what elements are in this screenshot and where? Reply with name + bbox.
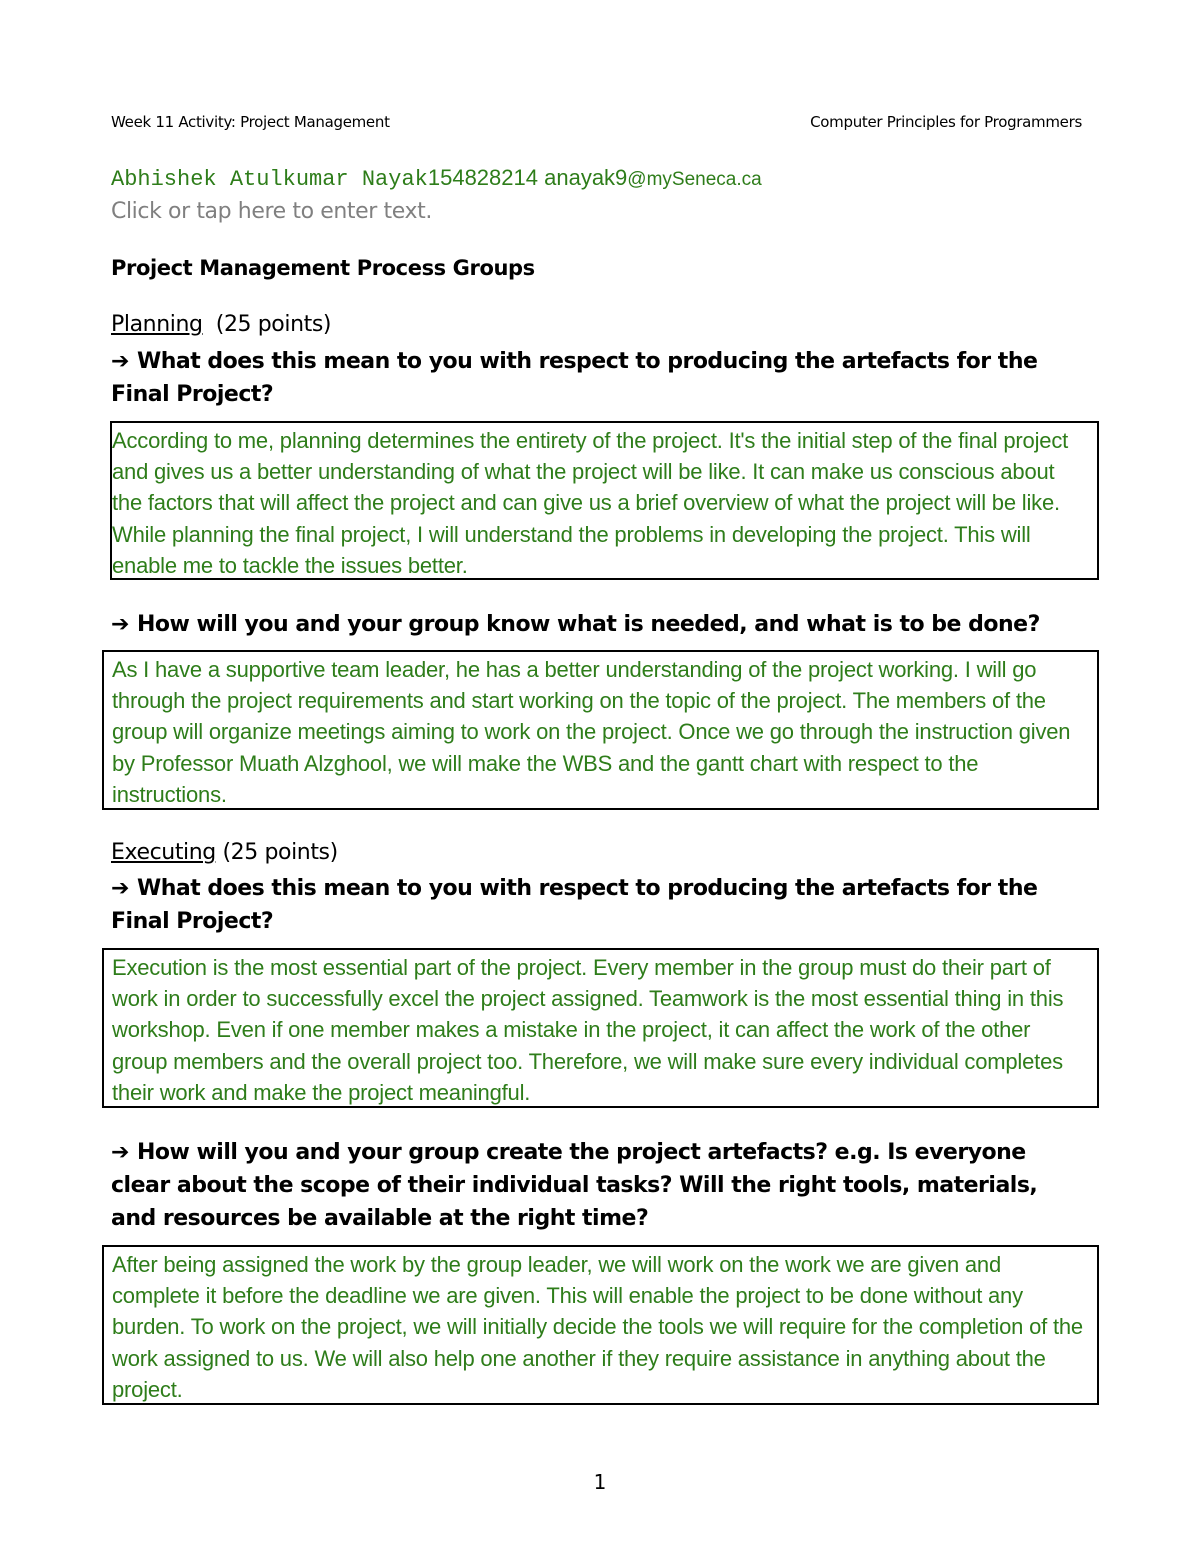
email-user: anayak9 (544, 165, 628, 190)
document-title: Project Management Process Groups (111, 256, 535, 280)
answer-box-planning-1[interactable]: According to me, planning determines the entirety of the project. It's the initial step of the final project and gives us a better understanding of what the project will be like. It can make us conscious about the factors that will affect the project and can give us a brief overview of what the project will be like. While planning the final project, I will understand the problems in developing the project. This will enable me to tackle the issues better. (110, 421, 1099, 580)
text-placeholder-field[interactable]: Click or tap here to enter text. (111, 199, 432, 224)
section-points: (25 points) (222, 840, 338, 865)
arrow-right-icon: ➔ (111, 1140, 129, 1165)
section-heading-executing (111, 840, 338, 865)
section-points: (25 points) (215, 312, 332, 337)
section-heading-planning (111, 312, 331, 337)
question-text: What does this mean to you with respect to producing the artefacts for the Final Project? (111, 349, 1038, 407)
answer-box-executing-2[interactable]: After being assigned the work by the group leader, we will work on the work we are given and complete it before the deadline we are given. This will enable the project to be done without any burden. To work on the project, we will initially decide the tools we will require for the completion of the work assigned to us. We will also help one another if they require assistance in anything about the project. (102, 1245, 1099, 1405)
author-line (111, 165, 762, 192)
question-executing-2 (111, 1136, 1071, 1235)
author-name: Abhishek Atulkumar Nayak (111, 167, 428, 192)
section-title: Planning (111, 312, 203, 337)
question-text: How will you and your group know what is needed, and what is to be done? (136, 612, 1040, 637)
answer-box-planning-2[interactable]: As I have a supportive team leader, he has a better understanding of the project working. I will go through the project requirements and start working on the topic of the project. The members of the group will organize meetings aiming to work on the project. Once we go through the instruction given by Professor Muath Alzghool, we will make the WBS and the gantt chart with respect to the instructions. (102, 650, 1099, 810)
email-domain: @mySeneca.ca (627, 169, 762, 190)
page-number: 1 (593, 1470, 607, 1494)
section-title: Executing (111, 840, 216, 865)
header-right: Computer Principles for Programmers (810, 113, 1082, 131)
question-planning-1 (111, 345, 1071, 411)
question-planning-2 (111, 608, 1071, 641)
arrow-right-icon: ➔ (111, 876, 129, 901)
question-text: How will you and your group create the project artefacts? e.g. Is everyone clear about the scope of their individual tasks? Will the right tools, materials, and resources be available at the right time? (111, 1140, 1038, 1231)
student-id: 154828214 (427, 165, 538, 190)
question-executing-1 (111, 872, 1071, 938)
arrow-right-icon: ➔ (111, 349, 129, 374)
question-text: What does this mean to you with respect to producing the artefacts for the Final Project? (111, 876, 1038, 934)
arrow-right-icon: ➔ (111, 612, 129, 637)
header-left: Week 11 Activity: Project Management (111, 113, 390, 131)
answer-box-executing-1[interactable]: Execution is the most essential part of the project. Every member in the group must do their part of work in order to successfully excel the project assigned. Teamwork is the most essential thing in this workshop. Even if one member makes a mistake in the project, it can affect the work of the other group members and the overall project too. Therefore, we will make sure every individual completes their work and make the project meaningful. (102, 948, 1099, 1108)
